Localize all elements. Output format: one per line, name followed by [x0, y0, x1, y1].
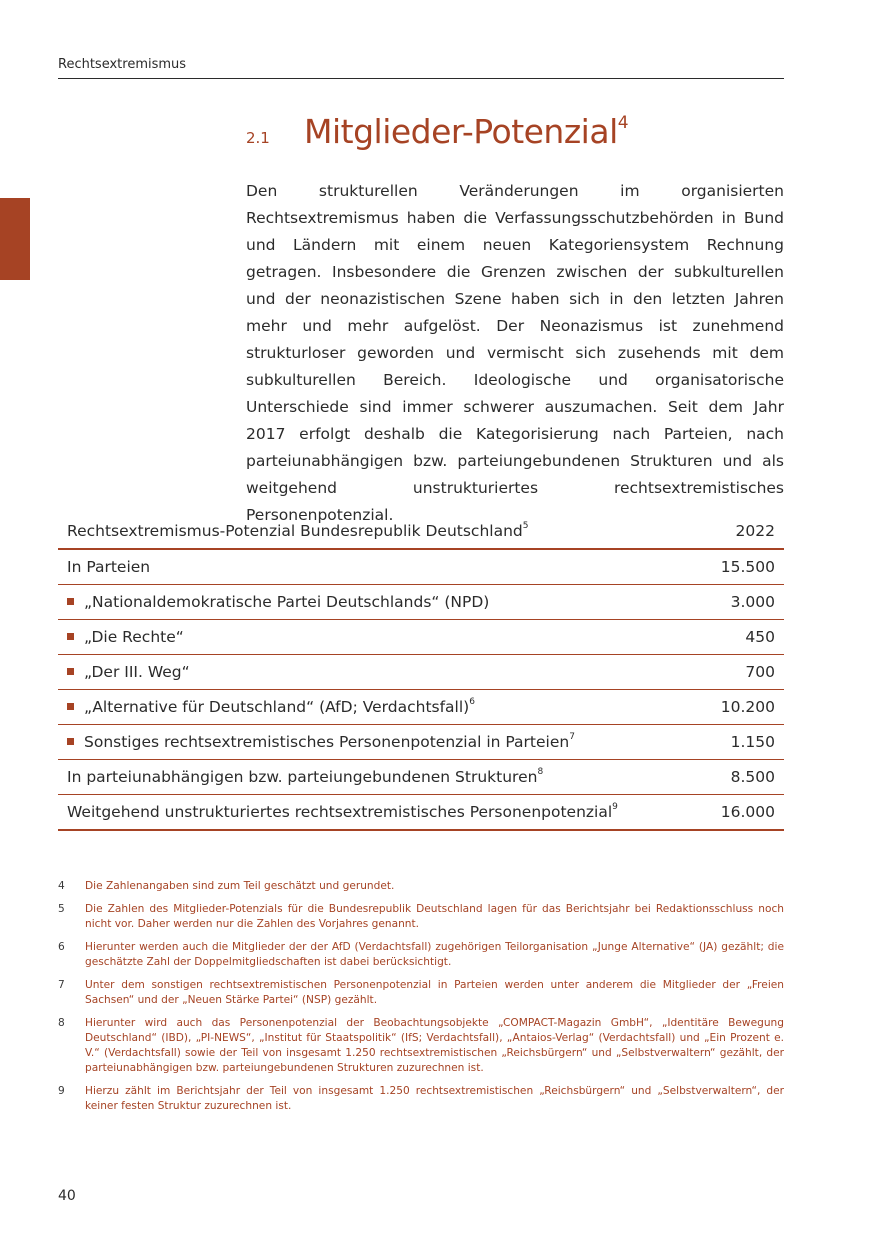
table-header-year: 2022: [735, 522, 775, 540]
bullet-square-icon: [67, 598, 74, 605]
footnote-number: 8: [58, 1017, 65, 1029]
section-title-text: Mitglieder-Potenzial: [304, 112, 618, 151]
section-title-footnote-ref: 4: [617, 113, 629, 133]
bullet-square-icon: [67, 633, 74, 640]
section-title: [304, 112, 628, 151]
row-label: In Parteien: [67, 558, 151, 576]
footnote-ref: 6: [469, 696, 475, 707]
table-row: [58, 760, 784, 795]
footnote-number: 4: [58, 880, 65, 892]
row-value: 16.000: [720, 803, 775, 821]
footnote-ref: 7: [569, 731, 575, 742]
section-number: 2.1: [246, 129, 270, 147]
table-row: [58, 655, 784, 690]
footnote-number: 5: [58, 903, 65, 915]
row-value: 15.500: [720, 558, 775, 576]
footnote: [58, 1084, 784, 1114]
page-number: 40: [58, 1188, 76, 1204]
footnote: [58, 1016, 784, 1076]
table-row: [58, 795, 784, 831]
footnote-text: Hierunter werden auch die Mitglieder der der AfD (Verdachtsfall) zugehörigen Teilorganisation „Junge Alternative“ (JA) gezählt; die geschätzte Zahl der Doppelmitgliedschaften ist dabei berücksichtigt.: [85, 941, 784, 968]
bullet-square-icon: [67, 738, 74, 745]
section-body-text: Den strukturellen Veränderungen im organisierten Rechtsextremismus haben die Verfassungsschutzbehörden in Bund und Ländern mit einem neuen Kategoriensystem Rechnung getragen. Insbesondere die Grenzen zwischen der subkulturellen und der neonazistischen Szene haben sich in den letzten Jahren mehr und mehr aufgelöst. Der Neonazismus ist zunehmend strukturloser geworden und vermischt sich zusehends mit dem subkulturellen Bereich. Ideologische und organisatorische Unterschiede sind immer schwerer auszumachen. Seit dem Jahr 2017 erfolgt deshalb die Kategorisierung nach Parteien, nach parteiunabhängigen bzw. parteiungebundenen Strukturen und als weitgehend unstrukturiertes rechtsextremistisches Personenpotenzial.: [246, 182, 784, 524]
potential-table: [58, 514, 784, 831]
footnote-number: 6: [58, 941, 65, 953]
footnote-ref: 8: [537, 766, 544, 777]
running-header: [58, 57, 784, 79]
row-label: „Alternative für Deutschland“ (AfD; Verdachtsfall)$^6$: [58, 690, 702, 725]
footnote: [58, 902, 784, 932]
footnote-text: Die Zahlen des Mitglieder-Potenzials für die Bundesrepublik Deutschland lagen für das Berichtsjahr bei Redaktionsschluss noch nicht vor. Daher werden nur die Zahlen des Vorjahres genannt.: [85, 903, 784, 930]
footnote-number: 7: [58, 979, 65, 991]
footnote-text: Die Zahlenangaben sind zum Teil geschätzt und gerundet.: [85, 880, 395, 892]
row-label: „Der III. Weg“: [58, 655, 702, 690]
footnote: [58, 978, 784, 1008]
row-label: „Nationaldemokratische Partei Deutschlands“ (NPD): [58, 585, 702, 620]
row-value: 450: [745, 628, 775, 646]
row-label: Weitgehend unstrukturiertes rechtsextremistisches Personenpotenzial$^9$: [67, 801, 618, 821]
chapter-side-tab: [0, 198, 30, 280]
footnote: [58, 879, 784, 894]
table-row: [58, 690, 784, 725]
section-heading: [246, 112, 786, 151]
table-header-row: [58, 514, 784, 549]
row-label: In parteiunabhängigen bzw. parteiungebundenen Strukturen$^8$: [67, 766, 544, 786]
running-header-title: Rechtsextremismus: [58, 57, 187, 72]
table-row: [58, 585, 784, 620]
row-label: Sonstiges rechtsextremistisches Personenpotenzial in Parteien$^7$: [58, 725, 702, 760]
bullet-square-icon: [67, 703, 74, 710]
row-value: 1.150: [730, 733, 775, 751]
footnote-ref: 5: [522, 520, 529, 531]
footnote-text: Hierzu zählt im Berichtsjahr der Teil von insgesamt 1.250 rechtsextremistischen „Reichsbürgern“ und „Selbstverwaltern“, der keiner festen Struktur zuzurechnen ist.: [85, 1085, 784, 1112]
table-row: [58, 725, 784, 760]
bullet-square-icon: [67, 668, 74, 675]
footnote-text: Hierunter wird auch das Personenpotenzial der Beobachtungsobjekte „COMPACT-Magazin GmbH“, „Identitäre Bewegung Deutschland“ (IBD), „PI-NEWS“, „Institut für Staatspolitik“ (IfS; Verdachtsfall), „Antaios-Verlag“ (Verdachtsfall) und „Ein Prozent e. V.“ (Verdachtsfall) sowie der Teil von insgesamt 1.250 rechtsextremistischen „Reichsbürgern“ und „Selbstverwaltern“ gezählt, der parteiunabhängigen bzw. parteiungebundenen Strukturen zuzurechnen ist.: [85, 1017, 784, 1074]
table-row: [58, 620, 784, 655]
row-value: 3.000: [730, 593, 775, 611]
row-value: 8.500: [730, 768, 775, 786]
row-label: „Die Rechte“: [58, 620, 702, 655]
row-value: 700: [745, 663, 775, 681]
footnotes: [58, 879, 784, 1122]
footnote: [58, 940, 784, 970]
table-row: [58, 549, 784, 585]
footnote-text: Unter dem sonstigen rechtsextremistischen Personenpotenzial in Parteien werden unter anderem die Mitglieder der „Freien Sachsen“ und der „Neuen Stärke Partei“ (NSP) gezählt.: [85, 979, 784, 1006]
footnote-number: 9: [58, 1085, 65, 1097]
footnote-ref: 9: [612, 801, 618, 812]
table-header-label: Rechtsextremismus-Potenzial Bundesrepublik Deutschland$^5$: [67, 520, 529, 540]
row-value: 10.200: [720, 698, 775, 716]
